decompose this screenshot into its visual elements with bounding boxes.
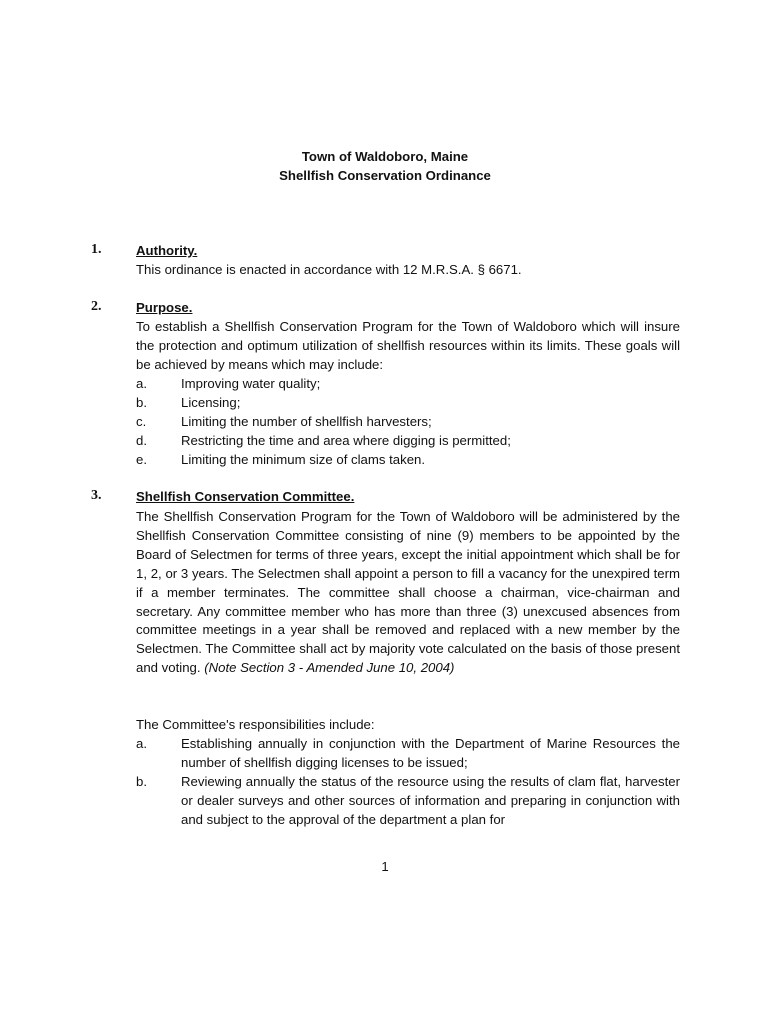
list-item-text: Restricting the time and area where digging is permitted; — [181, 433, 511, 448]
list-item-label: a. — [136, 376, 147, 391]
list-item-text: Limiting the minimum size of clams taken. — [181, 452, 426, 467]
list-item-text: Improving water quality; — [181, 376, 321, 391]
section-3-number: 3. — [91, 488, 102, 503]
list-item — [136, 735, 680, 773]
list-item-label: c. — [136, 414, 147, 429]
list-item-label: b. — [136, 774, 147, 789]
list-item-text: Licensing; — [181, 395, 241, 410]
document-title-ordinance: Shellfish Conservation Ordinance — [279, 168, 491, 183]
list-item-label: e. — [136, 452, 147, 467]
list-item — [136, 394, 680, 413]
section-3-body: The Shellfish Conservation Program for the Town of Waldoboro will be administered by the Shellfish Conservation Committee consisting of nine (9) members to be appointed by the Board of Selectmen for terms of three years, except the initial appointment which shall be for 1, 2, or 3 years. The Selectmen shall appoint a person to fill a vacancy for the unexpired term if a member terminates. The committee shall choose a chairman, vice-chairman and secretary. Any committee member who has more than three (3) unexcused absences from committee meetings in a year shall be removed and replaced with a new member by the Selectmen. The Committee shall act by majority vote calculated on the basis of those present and voting. — [136, 509, 680, 676]
list-item-text: Reviewing annually the status of the resource using the results of clam flat, harvester or dealer surveys and other sources of information and preparing in conjunction with and subject to the approval of the department a plan for — [181, 774, 680, 827]
list-item-label: a. — [136, 736, 147, 751]
list-item — [136, 773, 680, 830]
section-3-heading: Shellfish Conservation Committee. — [136, 489, 355, 504]
list-item-label: b. — [136, 395, 147, 410]
section-2-text: To establish a Shellfish Conservation Program for the Town of Waldoboro which will insure the protection and optimum utilization of shellfish resources within its limits. These goals will be achieved by means which may include: — [136, 319, 680, 372]
page-number: 1 — [381, 859, 389, 874]
list-item — [136, 413, 680, 432]
list-item-text: Establishing annually in conjunction with the Department of Marine Resources the number of shellfish digging licenses to be issued; — [181, 736, 680, 770]
list-item-label: d. — [136, 433, 147, 448]
section-3-subheading: The Committee's responsibilities include: — [136, 717, 375, 732]
section-1-number: 1. — [91, 242, 102, 257]
section-1-heading: Authority. — [136, 243, 198, 258]
list-item — [136, 451, 680, 470]
section-3-text — [136, 508, 680, 678]
section-2-number: 2. — [91, 299, 102, 314]
section-1-text: This ordinance is enacted in accordance with 12 M.R.S.A. § 6671. — [136, 262, 522, 277]
document-title-town: Town of Waldoboro, Maine — [301, 149, 469, 164]
list-item-text: Limiting the number of shellfish harvesters; — [181, 414, 432, 429]
section-2-heading: Purpose. — [136, 300, 193, 315]
section-3-amendment-note: (Note Section 3 - Amended June 10, 2004) — [204, 660, 455, 676]
list-item — [136, 432, 680, 451]
list-item — [136, 375, 680, 394]
